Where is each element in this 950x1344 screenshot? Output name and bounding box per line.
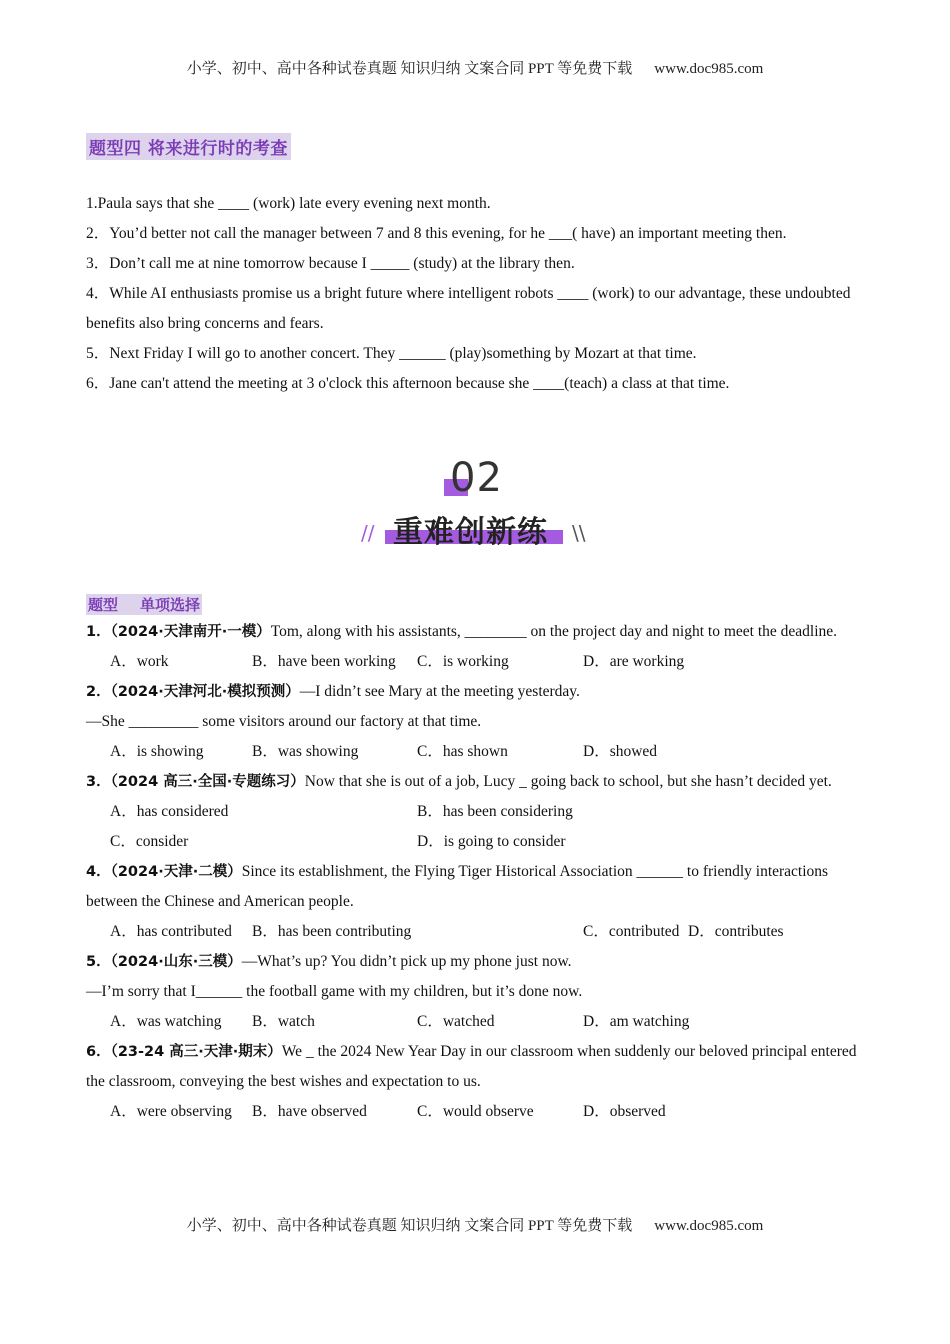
question-item — [86, 857, 866, 947]
question-item — [86, 767, 866, 857]
question-number: 2． — [86, 684, 111, 700]
question-item — [86, 1037, 866, 1127]
option-a[interactable]: A．has contributed — [110, 923, 232, 940]
question-source: （2024·天津·二模） — [110, 864, 242, 880]
question-stem: We _ the 2024 New Year Day in our classroom when suddenly our beloved principal entered the classroom, conveying the best wishes and expectation to us. — [86, 1043, 857, 1090]
exercise-item: 4．While AI enthusiasts promise us a bright future where intelligent robots ____ (work) to our advantage, these undoubted benefits also bring concerns and fears. — [86, 285, 851, 332]
question-stem: Since its establishment, the Flying Tiger Historical Association ______ to friendly interactions between the Chinese and American people. — [86, 863, 829, 910]
option-c[interactable]: C．watched — [417, 1013, 495, 1030]
option-row — [86, 827, 866, 857]
option-b[interactable]: B．have been working — [252, 653, 396, 670]
option-row — [86, 1097, 866, 1127]
question-source: （2024 高三·全国·专题练习） — [110, 774, 305, 790]
question-stem-line: —She _________ some visitors around our factory at that time. — [86, 713, 482, 730]
banner-number: 02 — [450, 455, 503, 501]
exercise-item: 6．Jane can't attend the meeting at 3 o'clock this afternoon because she ____(teach) a class at that time. — [86, 375, 730, 392]
footer-url-link[interactable]: www.doc985.com — [654, 1218, 764, 1234]
exercise-item: 3．Don’t call me at nine tomorrow because I _____ (study) at the library then. — [86, 255, 575, 272]
header-url-link[interactable]: www.doc985.com — [654, 61, 764, 77]
question-source: （2024·天津南开·一模） — [110, 624, 271, 640]
option-a[interactable]: A．work — [110, 653, 169, 670]
option-d[interactable]: D．is going to consider — [417, 833, 566, 850]
question-stem: —I didn’t see Mary at the meeting yesterday. — [299, 683, 580, 700]
option-a[interactable]: A．has considered — [110, 803, 229, 820]
question-number: 6． — [86, 1044, 111, 1060]
question-stem: —What’s up? You didn’t pick up my phone just now. — [241, 953, 572, 970]
exercise-item: 2．You’d better not call the manager between 7 and 8 this evening, for he ___( have) an important meeting then. — [86, 225, 787, 242]
option-b[interactable]: B．watch — [252, 1013, 315, 1030]
option-row — [86, 737, 866, 767]
footer-text: 小学、初中、高中各种试卷真题 知识归纳 文案合同 PPT 等免费下载 — [186, 1218, 633, 1234]
option-d[interactable]: D．am watching — [583, 1013, 690, 1030]
question-item — [86, 947, 866, 1037]
option-d[interactable]: D．contributes — [688, 923, 784, 940]
option-row — [86, 917, 866, 947]
option-a[interactable]: A．was watching — [110, 1013, 222, 1030]
question-source: （2024·天津河北·模拟预测） — [110, 684, 300, 700]
type-label-prefix: 题型 — [88, 596, 119, 614]
option-c[interactable]: C．would observe — [417, 1103, 534, 1120]
option-c[interactable]: C．consider — [110, 833, 189, 850]
exercise-item: 1.Paula says that she ____ (work) late every evening next month. — [86, 195, 491, 212]
header-text: 小学、初中、高中各种试卷真题 知识归纳 文案合同 PPT 等免费下载 — [186, 61, 633, 77]
page-header — [0, 57, 950, 78]
option-a[interactable]: A．were observing — [110, 1103, 232, 1120]
option-b[interactable]: B．was showing — [252, 743, 359, 760]
option-c[interactable]: C．contributed — [583, 923, 680, 940]
page-footer — [0, 1214, 950, 1235]
banner-left-slash-icon: // — [361, 521, 375, 545]
question-type-label — [86, 594, 202, 615]
option-c[interactable]: C．is working — [417, 653, 509, 670]
option-a[interactable]: A．is showing — [110, 743, 204, 760]
option-row — [86, 1007, 866, 1037]
option-d[interactable]: D．showed — [583, 743, 658, 760]
option-row — [86, 797, 866, 827]
question-number: 5． — [86, 954, 111, 970]
question-stem: Now that she is out of a job, Lucy _ going back to school, but she hasn’t decided yet. — [304, 773, 832, 790]
option-c[interactable]: C．has shown — [417, 743, 508, 760]
question-item — [86, 617, 866, 677]
question-source: （2024·山东·三模） — [110, 954, 242, 970]
option-row — [86, 647, 866, 677]
option-b[interactable]: B．have observed — [252, 1103, 367, 1120]
section-banner — [355, 455, 595, 550]
option-b[interactable]: B．has been considering — [417, 803, 573, 820]
exercise-item: 5．Next Friday I will go to another concert. They ______ (play)something by Mozart at that time. — [86, 345, 697, 362]
option-d[interactable]: D．observed — [583, 1103, 666, 1120]
question-number: 4． — [86, 864, 111, 880]
question-list — [86, 617, 866, 1127]
option-b[interactable]: B．has been contributing — [252, 923, 412, 940]
section-title: 题型四 将来进行时的考查 — [86, 133, 291, 160]
option-d[interactable]: D．are working — [583, 653, 685, 670]
question-number: 1． — [86, 624, 111, 640]
banner-right-slash-icon: \\ — [572, 521, 586, 545]
type-label-name: 单项选择 — [140, 596, 201, 614]
question-item — [86, 677, 866, 767]
fill-in-exercises — [86, 189, 866, 399]
question-source: （23-24 高三·天津·期末） — [110, 1044, 282, 1060]
question-stem: Tom, along with his assistants, ________ on the project day and night to meet the deadline. — [270, 623, 838, 640]
question-stem-line: —I’m sorry that I______ the football game with my children, but it’s done now. — [86, 983, 583, 1000]
question-number: 3． — [86, 774, 111, 790]
banner-title: 重难创新练 — [393, 515, 548, 550]
